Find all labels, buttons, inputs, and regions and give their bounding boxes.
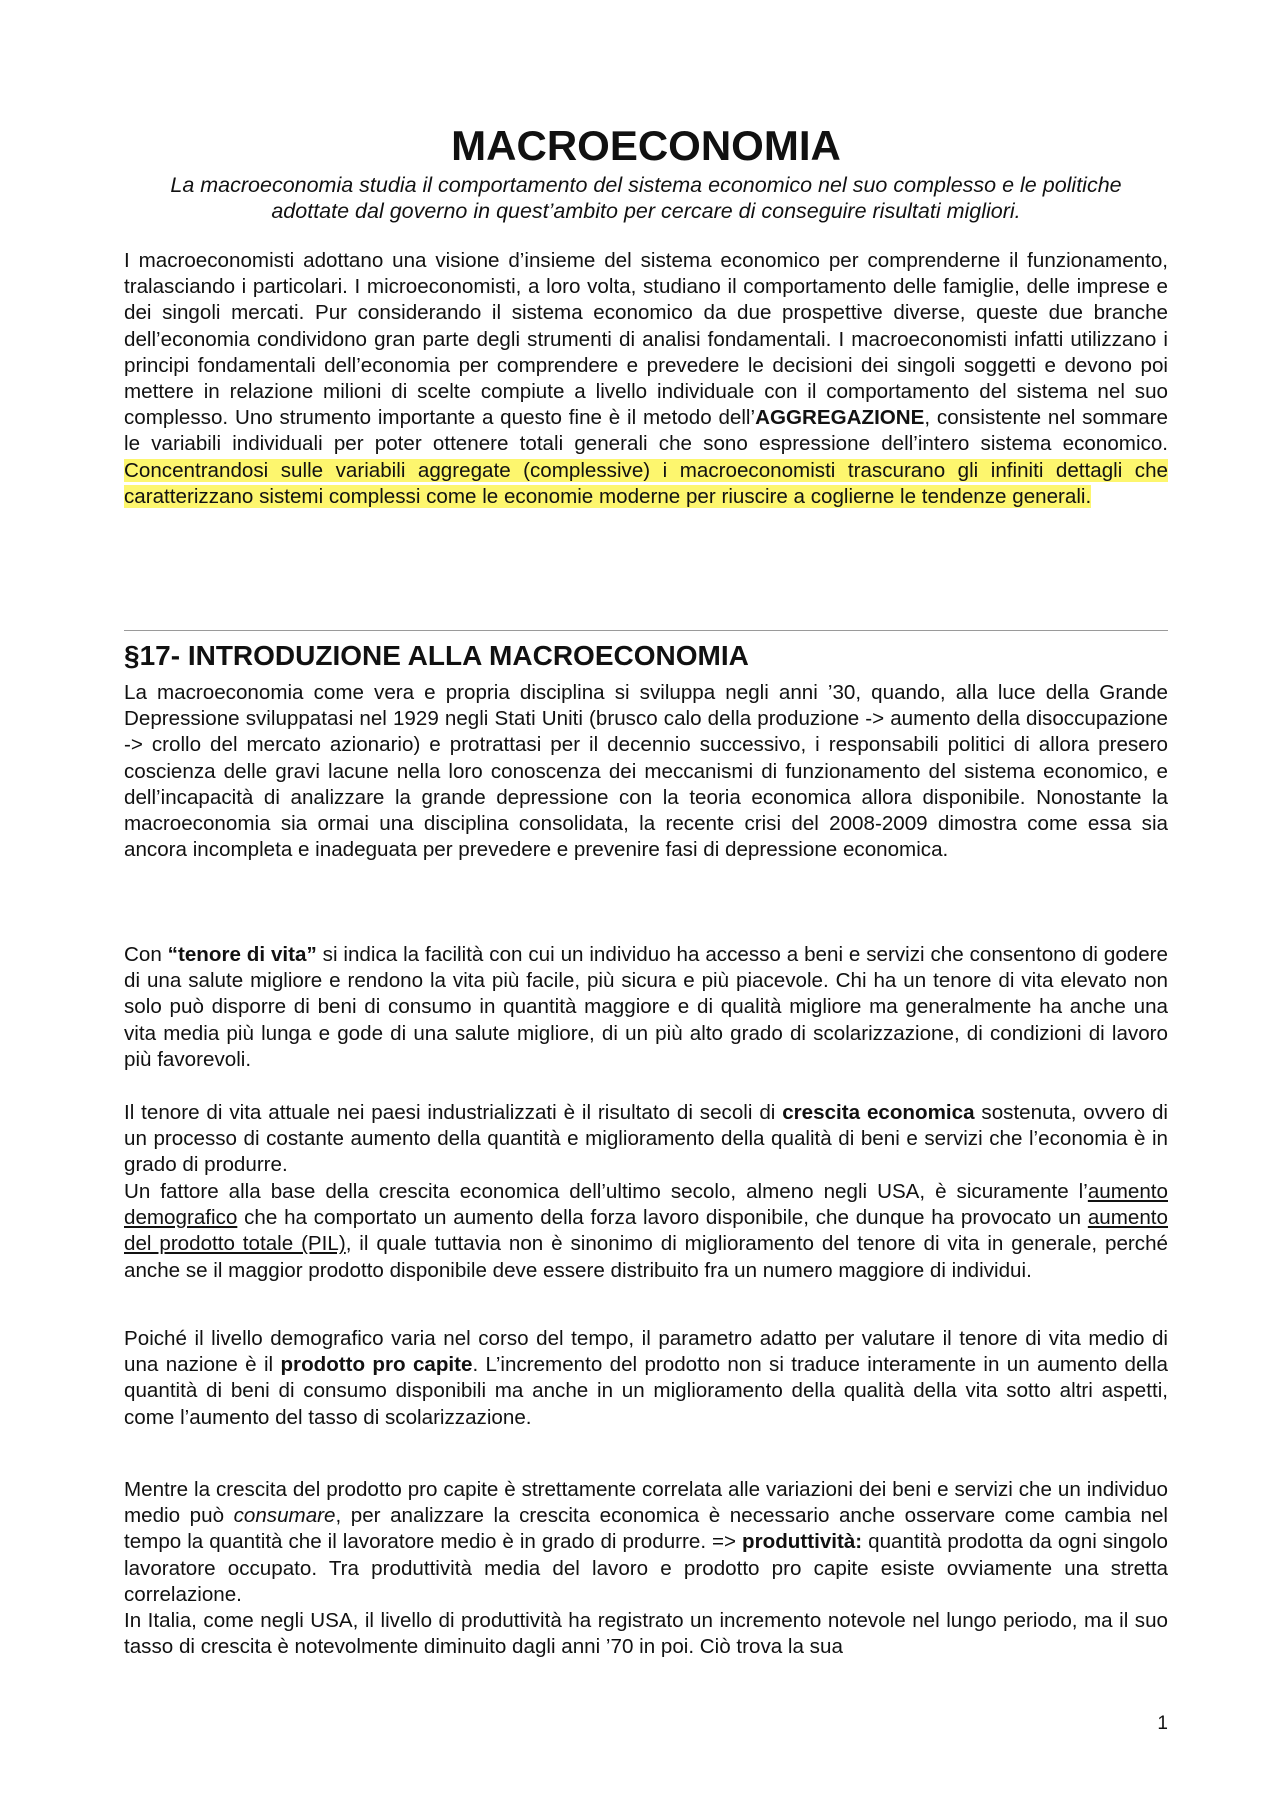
intro-text: I macroeconomisti adottano una visione d’insieme del sistema economico per comprenderne il funzionamento, tralasciando i particolari. I microeconomisti, a loro volta, studiano il comportamento delle famiglie, delle imprese e dei singoli mercati. Pur considerando il sistema economico da due prospettive diverse, queste due branche dell’economia condividono gran parte degli strumenti di analisi fondamentali. I macroeconomisti infatti utilizzano i principi fondamentali dell’economia per comprendere e prevedere le decisioni dei singoli soggetti e devono poi mettere in relazione milioni di scelte compiute a livello individuale con il comportamento del sistema nel suo complesso. Uno strumento importante a questo fine è il metodo dell’ (124, 249, 1168, 430)
highlighted-text: Concentrandosi sulle variabili aggregate (complessive) i macroeconomisti trascurano gli infiniti dettagli che caratterizzano sistemi complessi come le economie moderne per riuscire a coglierne le tendenze generali. (124, 458, 1168, 508)
paragraph-text: Con (124, 943, 168, 966)
paragraph-text: si indica la facilità con cui un individuo ha accesso a beni e servizi che consentono di godere di una salute migliore e rendono la vita più facile, più sicura e più piacevole. Chi ha un tenore di vita elevato non solo può disporre di beni di consumo in quantità maggiore e di qualità migliore ma generalmente ha anche una vita media più lunga e gode di una salute migliore, di un più alto grado di scolarizzazione, di condizioni di lavoro più favorevoli. (124, 943, 1168, 1071)
paragraph-text: Mentre la crescita del prodotto pro capite è strettamente correlata alle variazioni dei beni e servizi che un individuo medio può (124, 1478, 1168, 1528)
page-number: 1 (1157, 1713, 1168, 1734)
section-paragraph-4 (124, 1179, 1168, 1284)
intro-text-continued: , consistente nel sommare le variabili individuali per poter ottenere totali generali che sono espressione dell’intero sistema economico. (124, 406, 1168, 456)
section-paragraph-5 (124, 1326, 1168, 1431)
underlined-aumento-demografico: aumento demografico (124, 1180, 1168, 1230)
section-paragraph-2 (124, 942, 1168, 1073)
term-produttivita: produttività: (742, 1530, 863, 1554)
paragraph-text: Il tenore di vita attuale nei paesi industrializzati è il risultato di secoli di (124, 1101, 783, 1124)
underlined-aumento-prodotto: aumento del prodotto totale (PIL) (124, 1206, 1168, 1256)
term-prodotto-pro-capite: prodotto pro capite (280, 1353, 473, 1377)
paragraph-text: , per analizzare la crescita economica è necessario anche osservare come cambia nel tempo la quantità che il lavoratore medio è in grado di produrre. => (124, 1504, 1168, 1554)
paragraph-text: sostenuta, ovvero di un processo di costante aumento della quantità e miglioramento della qualità di beni e servizi che l’economia è in grado di produrre. (124, 1101, 1168, 1177)
document-title: MACROECONOMIA (451, 122, 841, 169)
document-subtitle: La macroeconomia studia il comportamento del sistema economico nel suo complesso e le politiche adottate dal governo in quest’ambito per cercare di conseguire risultati migliori. (170, 173, 1122, 223)
section-paragraph-1: La macroeconomia come vera e propria disciplina si sviluppa negli anni ’30, quando, alla luce della Grande Depressione sviluppatasi nel 1929 negli Stati Uniti (brusco calo della produzione -> aumento della disoccupazione -> crollo del mercato azionario) e protrattasi per il decennio successivo, i responsabili politici di allora presero coscienza delle gravi lacune nella loro conoscenza dei meccanismi di funzionamento del sistema economico, e dell’incapacità di analizzare la grande depressione con la teoria economica allora disponibile. Nonostante la macroeconomia sia ormai una disciplina consolidata, la recente crisi del 2008-2009 dimostra come essa sia ancora incompleta e inadeguata per prevedere e prevenire fasi di depressione economica. (124, 681, 1168, 862)
paragraph-text: quantità prodotta da ogni singolo lavoratore occupato. Tra produttività media del lavoro e prodotto pro capite esiste ovviamente una stretta correlazione. (124, 1530, 1169, 1606)
term-crescita-economica: crescita economica (782, 1101, 975, 1124)
paragraph-text: , il quale tuttavia non è sinonimo di miglioramento del tenore di vita in generale, perché anche se il maggior prodotto disponibile deve essere distribuito fra un numero maggiore di individui. (124, 1232, 1168, 1282)
section-paragraph-3 (124, 1100, 1168, 1179)
section-paragraph-7: In Italia, come negli USA, il livello di produttività ha registrato un incremento notevole nel lungo periodo, ma il suo tasso di crescita è notevolmente diminuito dagli anni ’70 in poi. Ciò trova la sua (124, 1609, 1168, 1659)
paragraph-text: Un fattore alla base della crescita economica dell’ultimo secolo, almeno negli USA, è sicuramente l’ (124, 1180, 1088, 1203)
aggregation-term: AGGREGAZIONE (755, 406, 925, 430)
paragraph-text: . L’incremento del prodotto non si traduce interamente in un aumento della quantità di beni di consumo disponibili ma anche in un miglioramento della qualità della vita sotto altri aspetti, come l’aumento del tasso di scolarizzazione. (124, 1353, 1168, 1429)
paragraph-text: Poiché il livello demografico varia nel corso del tempo, il parametro adatto per valutare il tenore di vita medio di una nazione è il (124, 1327, 1168, 1377)
section-paragraph-6 (124, 1477, 1168, 1608)
term-tenore-di-vita: “tenore di vita” (167, 943, 317, 966)
section-divider (124, 630, 1168, 631)
section-title: §17- INTRODUZIONE ALLA MACROECONOMIA (124, 640, 749, 671)
paragraph-text: che ha comportato un aumento della forza lavoro disponibile, che dunque ha provocato un (237, 1206, 1088, 1230)
intro-paragraph (124, 248, 1168, 510)
term-consumare: consumare (233, 1504, 336, 1528)
